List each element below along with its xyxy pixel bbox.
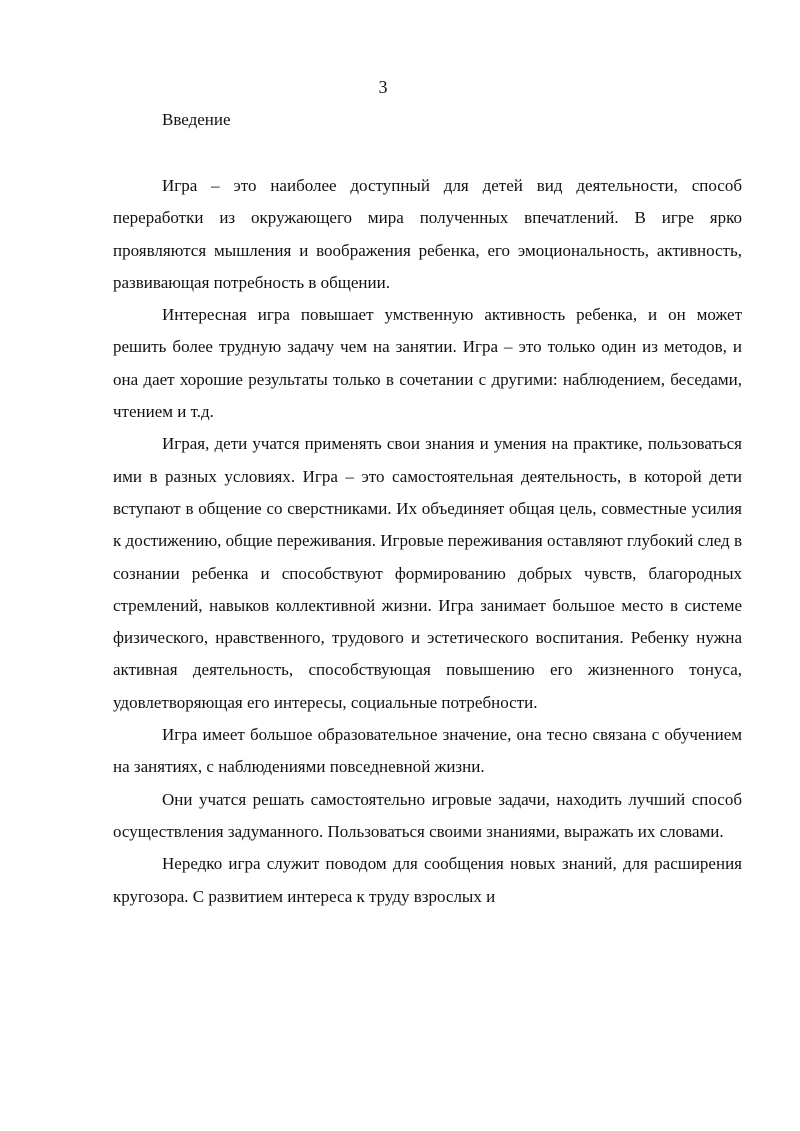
paragraph: Игра имеет большое образовательное значение, она тесно связана с обучением на занятиях, с наблюдениями повседневной жизни.: [113, 725, 742, 777]
paragraph: Интересная игра повышает умственную активность ребенка, и он может решить более трудную задачу чем на занятии. Игра – это только один из методов, и она дает хорошие результаты только в сочетании с другими: наблюдением, беседами, чтением и т.д.: [113, 305, 742, 422]
paragraph: Игра – это наиболее доступный для детей вид деятельности, способ переработки из окружающего мира полученных впечатлений. В игре ярко проявляются мышления и воображения ребенка, его эмоциональность, активность, развивающая потребность в общении.: [113, 176, 742, 292]
section-heading: Введение: [162, 110, 231, 129]
page-number: 3: [378, 77, 388, 97]
paragraph: Играя, дети учатся применять свои знания и умения на практике, пользоваться ими в разных условиях. Игра – это самостоятельная деятельность, в которой дети вступают в общение со сверстниками. Их объединяет общая цель, совместные усилия к достижению, общие переживания. Игровые переживания оставляют глубокий след в сознании ребенка и способствуют формированию добрых чувств, благородных стремлений, навыков коллективной жизни. Игра занимает большое место в системе физического, нравственного, трудового и эстетического воспитания. Ребенку нужна активная деятельность, способствующая повышению его жизненного тонуса, удовлетворяющая его интересы, социальные потребности.: [113, 434, 742, 712]
paragraph: Нередко игра служит поводом для сообщения новых знаний, для расширения кругозора. С развитием интереса к труду взрослых и: [113, 854, 742, 906]
paragraph: Они учатся решать самостоятельно игровые задачи, находить лучший способ осуществления задуманного. Пользоваться своими знаниями, выражать их словами.: [113, 789, 742, 841]
body-text: [113, 170, 742, 913]
